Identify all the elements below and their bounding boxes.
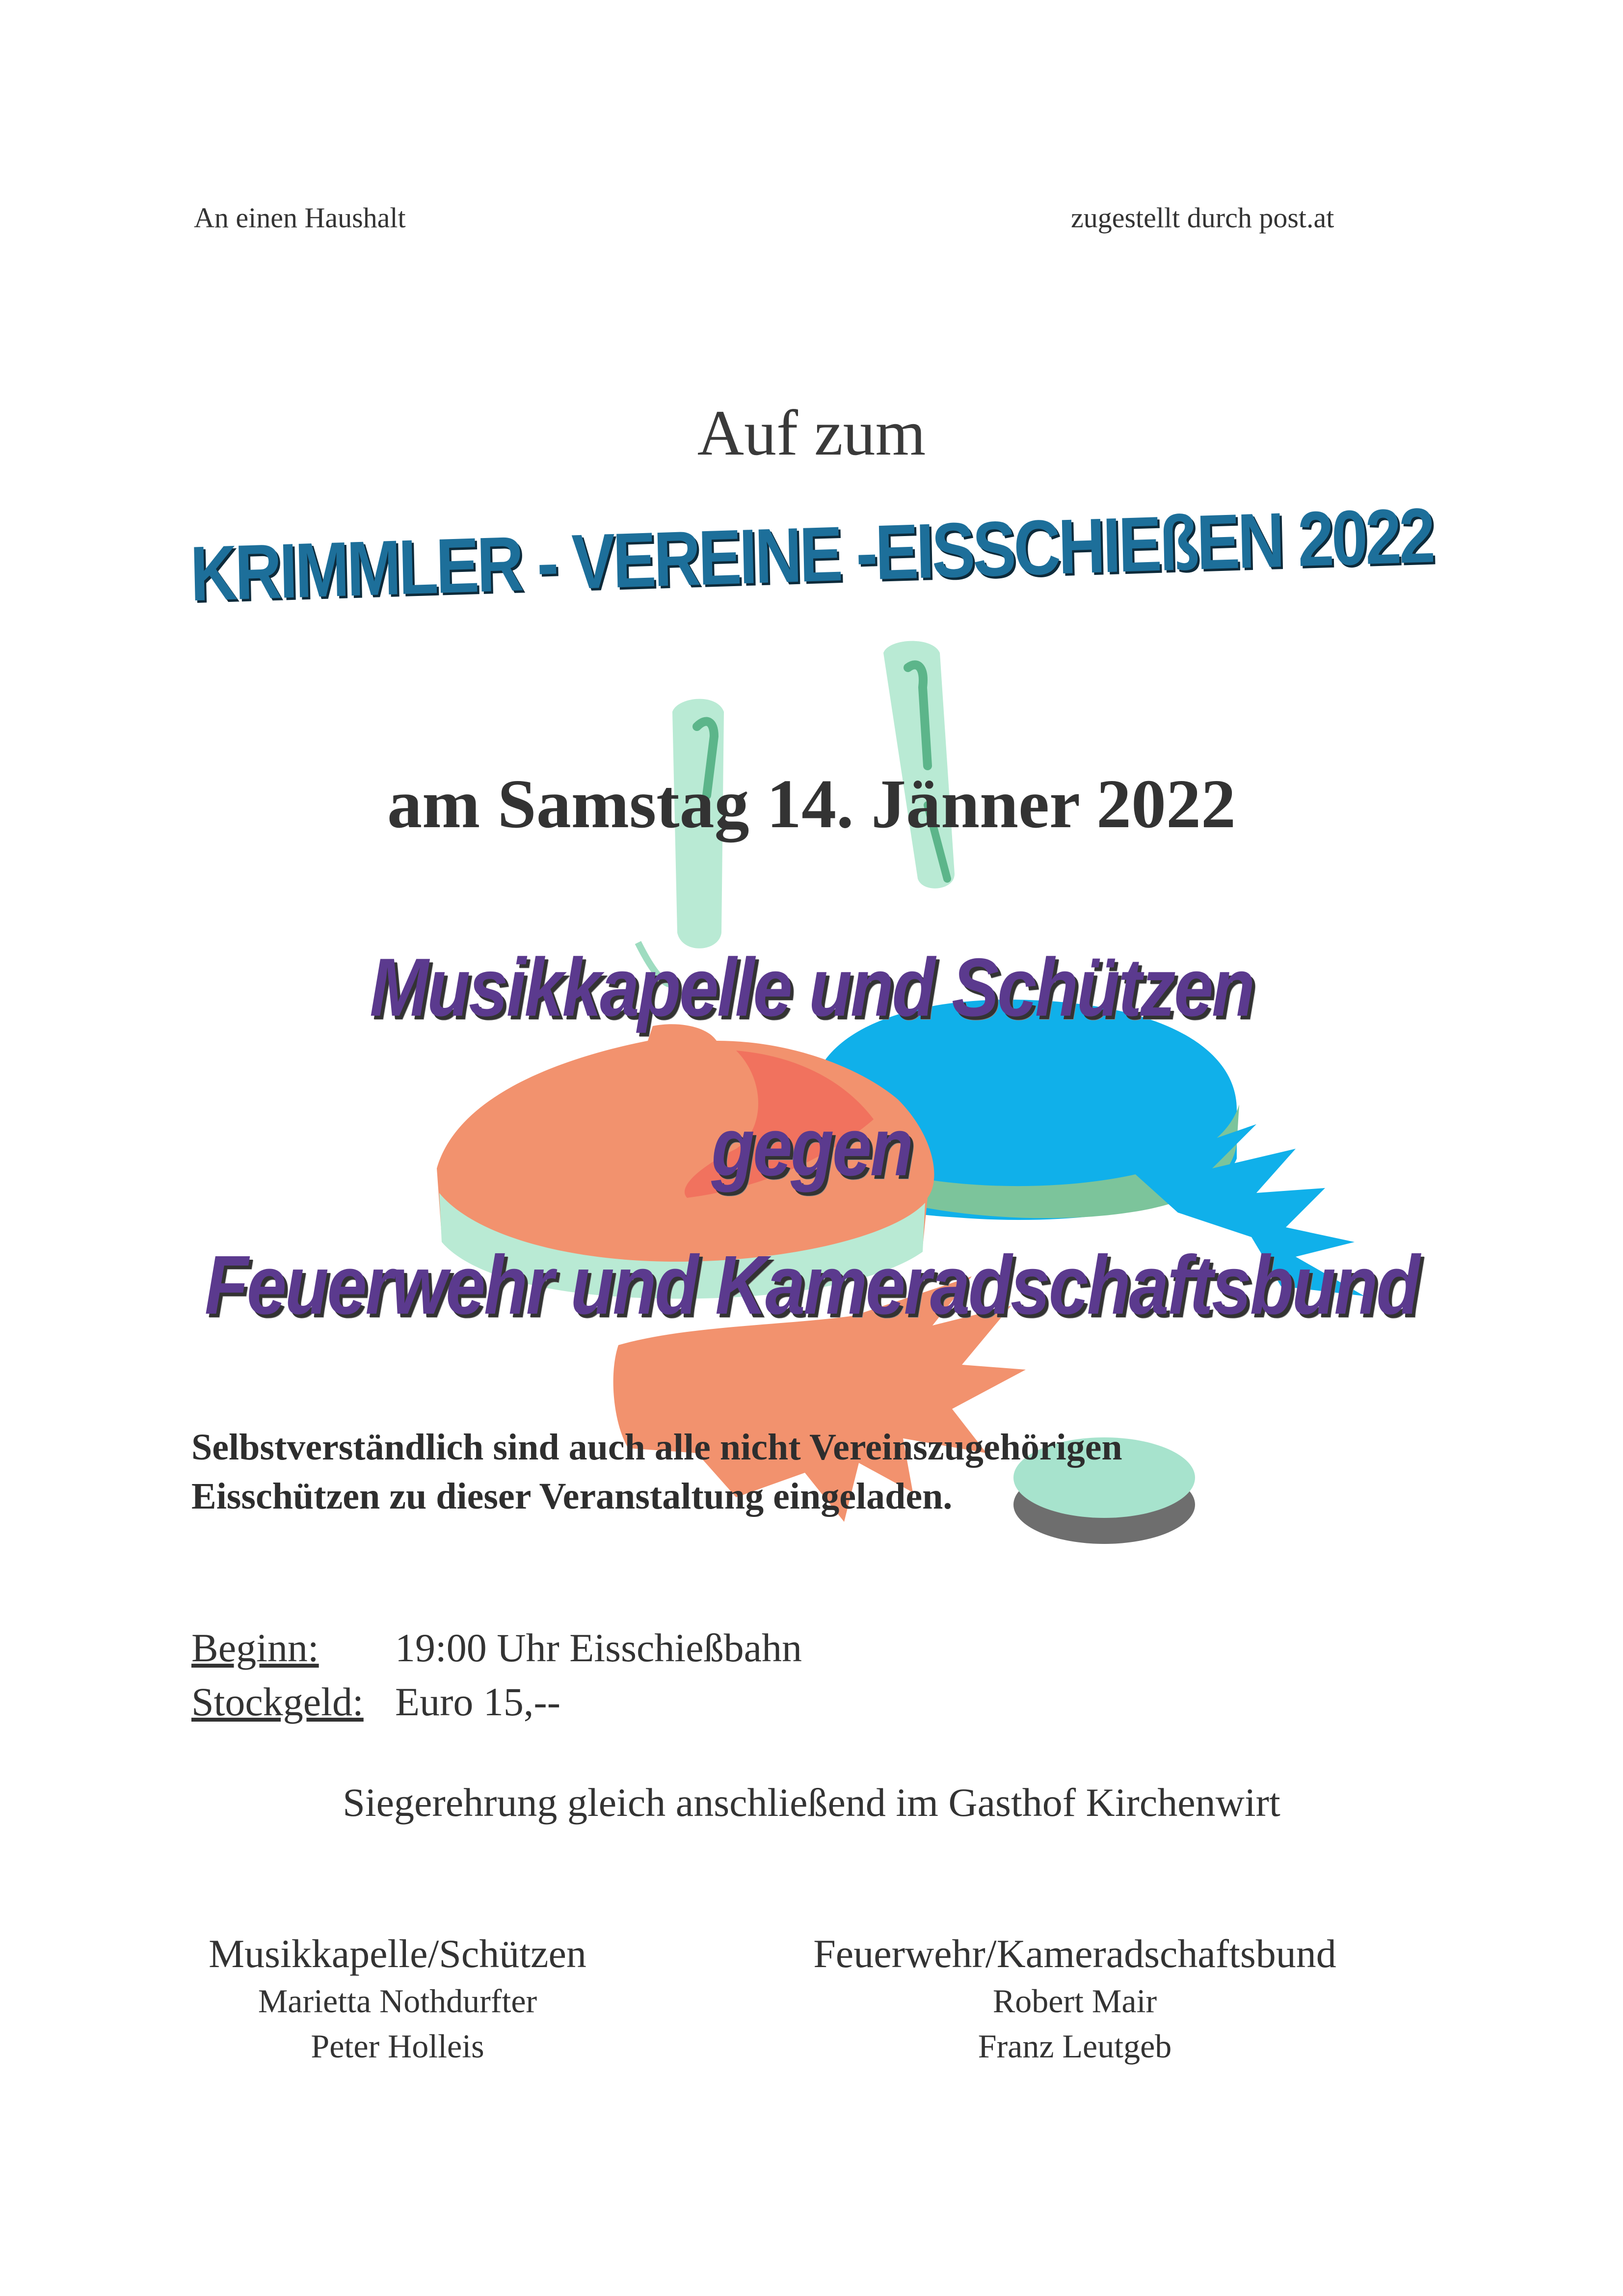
organizer-right-person: Robert Mair <box>992 1982 1157 2020</box>
organizer-left <box>142 1929 653 2069</box>
organizer-right-name: Feuerwehr/Kameradschaftsbund <box>813 1931 1336 1976</box>
award-ceremony-note: Siegerehrung gleich anschließend im Gasthof Kirchenwirt <box>343 1780 1280 1825</box>
invitation-line-1: Selbstverständlich sind auch alle nicht Vereinszugehörigen <box>191 1427 1122 1468</box>
start-value: 19:00 Uhr Eisschießbahn <box>395 1625 802 1670</box>
intro-text: Auf zum <box>697 397 926 469</box>
organizer-left-name: Musikkapelle/Schützen <box>209 1931 586 1976</box>
team-one: Musikkapelle und Schützen <box>370 941 1253 1033</box>
invitation-line-2: Eisschützen zu dieser Veranstaltung eingeladen. <box>191 1476 953 1517</box>
event-title: KRIMMLER - VEREINE -EISSCHIEßEN 2022 <box>189 492 1434 618</box>
fee-value: Euro 15,-- <box>395 1679 561 1724</box>
organizer-left-person: Peter Holleis <box>311 2027 484 2065</box>
delivery-note: zugestellt durch post.at <box>1071 202 1334 234</box>
organizer-right <box>736 1929 1413 2069</box>
team-two: Feuerwehr und Kameradschaftsbund <box>204 1239 1419 1332</box>
event-date: am Samstag 14. Jänner 2022 <box>387 765 1236 842</box>
organizer-left-person: Marietta Nothdurfter <box>258 1982 537 2020</box>
start-label: Beginn: <box>191 1625 319 1670</box>
fee-label: Stockgeld: <box>191 1679 364 1724</box>
versus-text: gegen <box>711 1101 912 1193</box>
recipient-note: An einen Haushalt <box>194 202 406 234</box>
organizer-right-person: Franz Leutgeb <box>978 2027 1172 2065</box>
